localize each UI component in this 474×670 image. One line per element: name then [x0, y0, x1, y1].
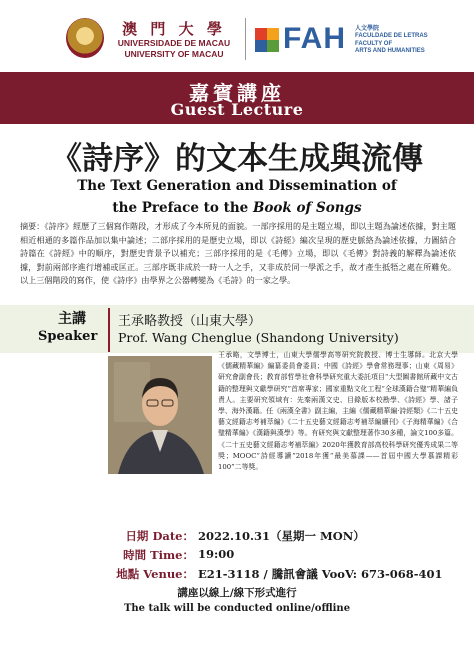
header-divider — [245, 18, 246, 60]
fah-full-name — [355, 26, 465, 56]
speaker-name-chinese: 王承略教授（山東大學） — [118, 314, 262, 329]
speaker-divider — [108, 308, 110, 352]
university-seal-logo — [66, 18, 104, 58]
delivery-mode-chinese: 講座以線上/線下形式進行 — [177, 587, 297, 599]
date-value: 2022.10.31（星期一 MON） — [198, 529, 365, 543]
speaker-label-chinese: 主講 — [58, 311, 86, 327]
banner-title-english: Guest Lecture — [170, 100, 304, 119]
abstract-text: 摘要：《詩序》經歷了三個寫作階段，才形成了今本所見的面貌。一部序採用的是主題立場，即以主題為論述依據，對主題相近相通的多篇作品加以集中論述；二部序採用的是歷史立場，即以《詩經》編次呈現的歷史脈絡為論述依據，力圖結合詩篇在《詩經》中的順序，對歷史背景予以補充；三部序採用的是《毛傳》立場，即以《毛傳》對詩義的解釋為論述依據，對前兩部序進行增補或匡正。三部序既非成於一時一人之手，又非成於同一學派之手，故才產生抵牾之處在所難免。以上三個階段的寫作，使《詩序》由學界之公器轉變為《毛詩》的一家之學。 — [20, 221, 456, 285]
um-name-english: UNIVERSITY OF MACAU — [124, 49, 224, 59]
banner-title-chinese: 嘉賓講座 — [189, 81, 285, 105]
lecture-title-english-line2 — [0, 200, 474, 216]
delivery-mode-english: The talk will be conducted online/offline — [123, 603, 351, 614]
lecture-title-chinese: 《詩序》的文本生成與流傳 — [51, 141, 423, 177]
date-label: 日期 Date： — [125, 529, 194, 543]
time-label: 時間 Time： — [123, 548, 194, 562]
fah-line: FACULDADE DE LETRAS — [355, 33, 428, 40]
venue-value: E21-3118 / 騰訊會議 VooV: 673-068-401 — [198, 567, 443, 581]
speaker-label-english: Speaker — [38, 329, 98, 344]
time-value: 19:00 — [198, 547, 235, 561]
title-book-name: Book of Songs — [252, 200, 362, 216]
fah-line: 人文學院 — [355, 26, 380, 32]
fah-abbreviation: FAH — [283, 22, 346, 55]
venue-label: 地點 Venue： — [116, 567, 194, 581]
title-prefix: the Preface to the — [112, 200, 253, 216]
um-name-chinese: 澳 門 大 學 — [122, 20, 226, 38]
speaker-biography: 王承略，文學博士，山東大學儒學高等研究院教授、博士生導師。北京大學《儒藏精華編》編纂委員會委員；中國《詩經》學會常務理事；山東《周易》研究會副會長；教育部哲學社會科學研究重大委託項目“大型圖書館所藏中文古籍的整理與文獻學研究”首席專家；國家重點文化工程“全球漢籍合璧”精華編負責人。主要研究領域有：先秦兩漢文史、目錄版本校勘學、《詩經》學、諸子學、海外漢籍。任《兩漢全書》副主編，主編《儒藏精華編·詩經類》《二十五史藝文經籍志考補萃編》《二十五史藝文經籍志考補萃編續刊》《子海精華編》《合璧精華編》《漢籍與漢學》等。有研究與文獻整理著作30多種，論文100多篇。《二十五史藝文經籍志考補萃編》2020年獲教育部高校科學研究優秀成果二等獎；MOOC“詩經導讀”2018年獲“最美慕課——首屆中國大學慕課精彩100”二等獎。 — [218, 351, 458, 472]
um-name-portuguese: UNIVERSIDADE DE MACAU — [117, 38, 231, 48]
lecture-title-english-line1: The Text Generation and Dissemination of — [77, 178, 397, 194]
fah-line: ARTS AND HUMANITIES — [355, 48, 425, 55]
speaker-name-english: Prof. Wang Chenglue (Shandong University) — [118, 330, 399, 345]
fah-logo-mark-icon — [254, 27, 280, 53]
speaker-photo — [108, 356, 212, 474]
fah-line: FACULTY OF — [355, 40, 393, 47]
